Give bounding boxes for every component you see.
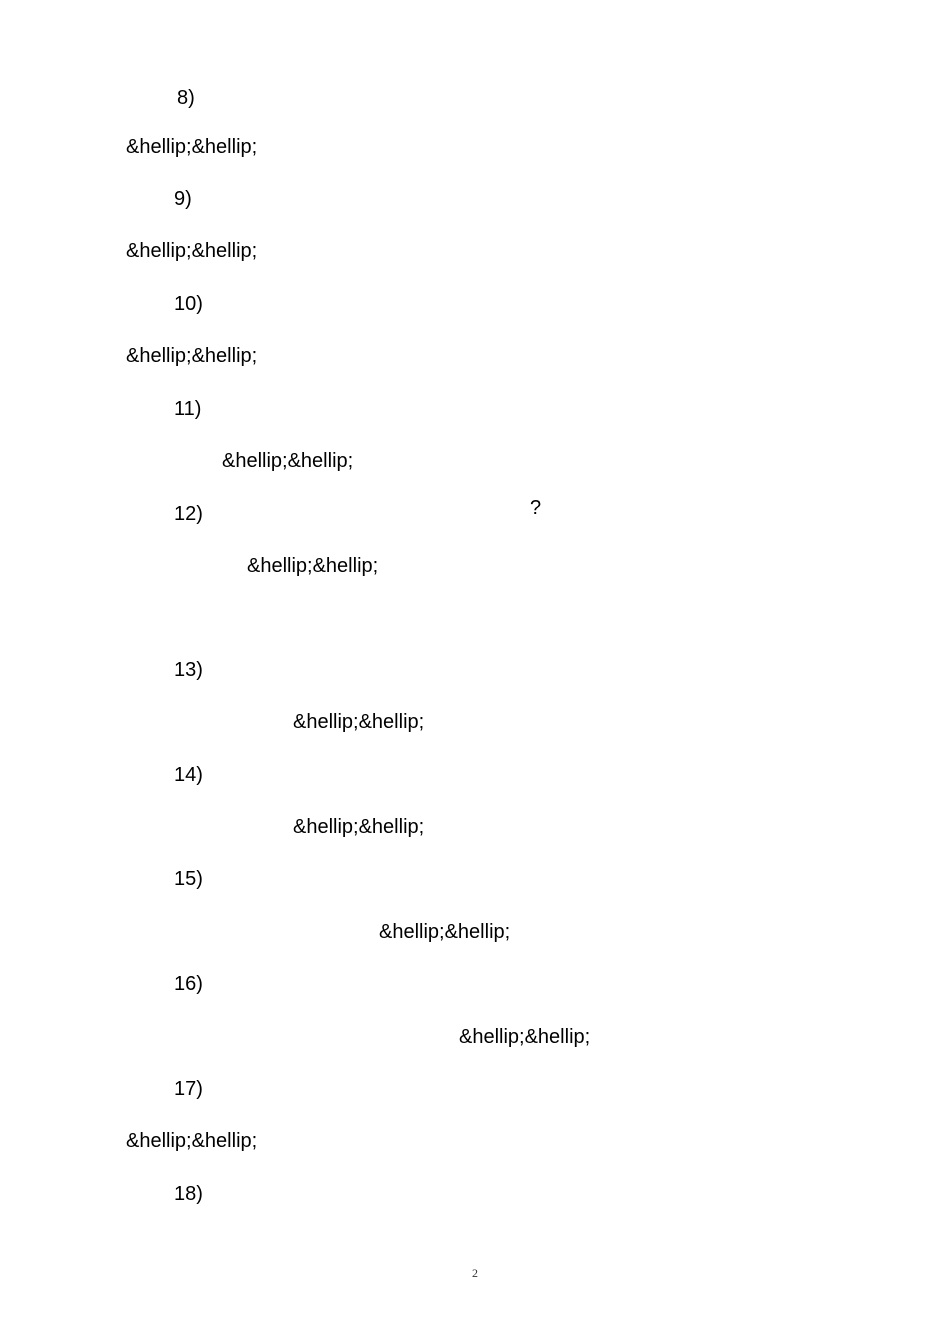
list-item-number: 14) bbox=[174, 764, 203, 786]
list-item-text: &hellip;&hellip; bbox=[379, 921, 511, 943]
list-item-number: 12) bbox=[174, 503, 203, 525]
list-item-text: &hellip;&hellip; bbox=[126, 1130, 258, 1152]
list-item-number: 13) bbox=[174, 659, 203, 681]
list-item-text: &hellip;&hellip; bbox=[126, 345, 258, 367]
list-item-number: 11) bbox=[174, 398, 202, 420]
list-item-number: 17) bbox=[174, 1078, 203, 1100]
list-item-text: &hellip;&hellip; bbox=[459, 1026, 591, 1048]
question-mark-text: ? bbox=[530, 497, 542, 519]
list-item-number: 16) bbox=[174, 973, 203, 995]
list-item-number: 8) bbox=[177, 87, 195, 109]
list-item-text: &hellip;&hellip; bbox=[293, 816, 425, 838]
list-item-text: &hellip;&hellip; bbox=[126, 136, 258, 158]
list-item-number: 9) bbox=[174, 188, 192, 210]
list-item-number: 18) bbox=[174, 1183, 203, 1205]
page-number: 2 bbox=[472, 1266, 478, 1280]
list-item-number: 15) bbox=[174, 868, 203, 890]
list-item-text: &hellip;&hellip; bbox=[126, 240, 258, 262]
list-item-number: 10) bbox=[174, 293, 203, 315]
list-item-text: &hellip;&hellip; bbox=[293, 711, 425, 733]
list-item-text: &hellip;&hellip; bbox=[222, 450, 354, 472]
list-item-text: &hellip;&hellip; bbox=[247, 555, 379, 577]
